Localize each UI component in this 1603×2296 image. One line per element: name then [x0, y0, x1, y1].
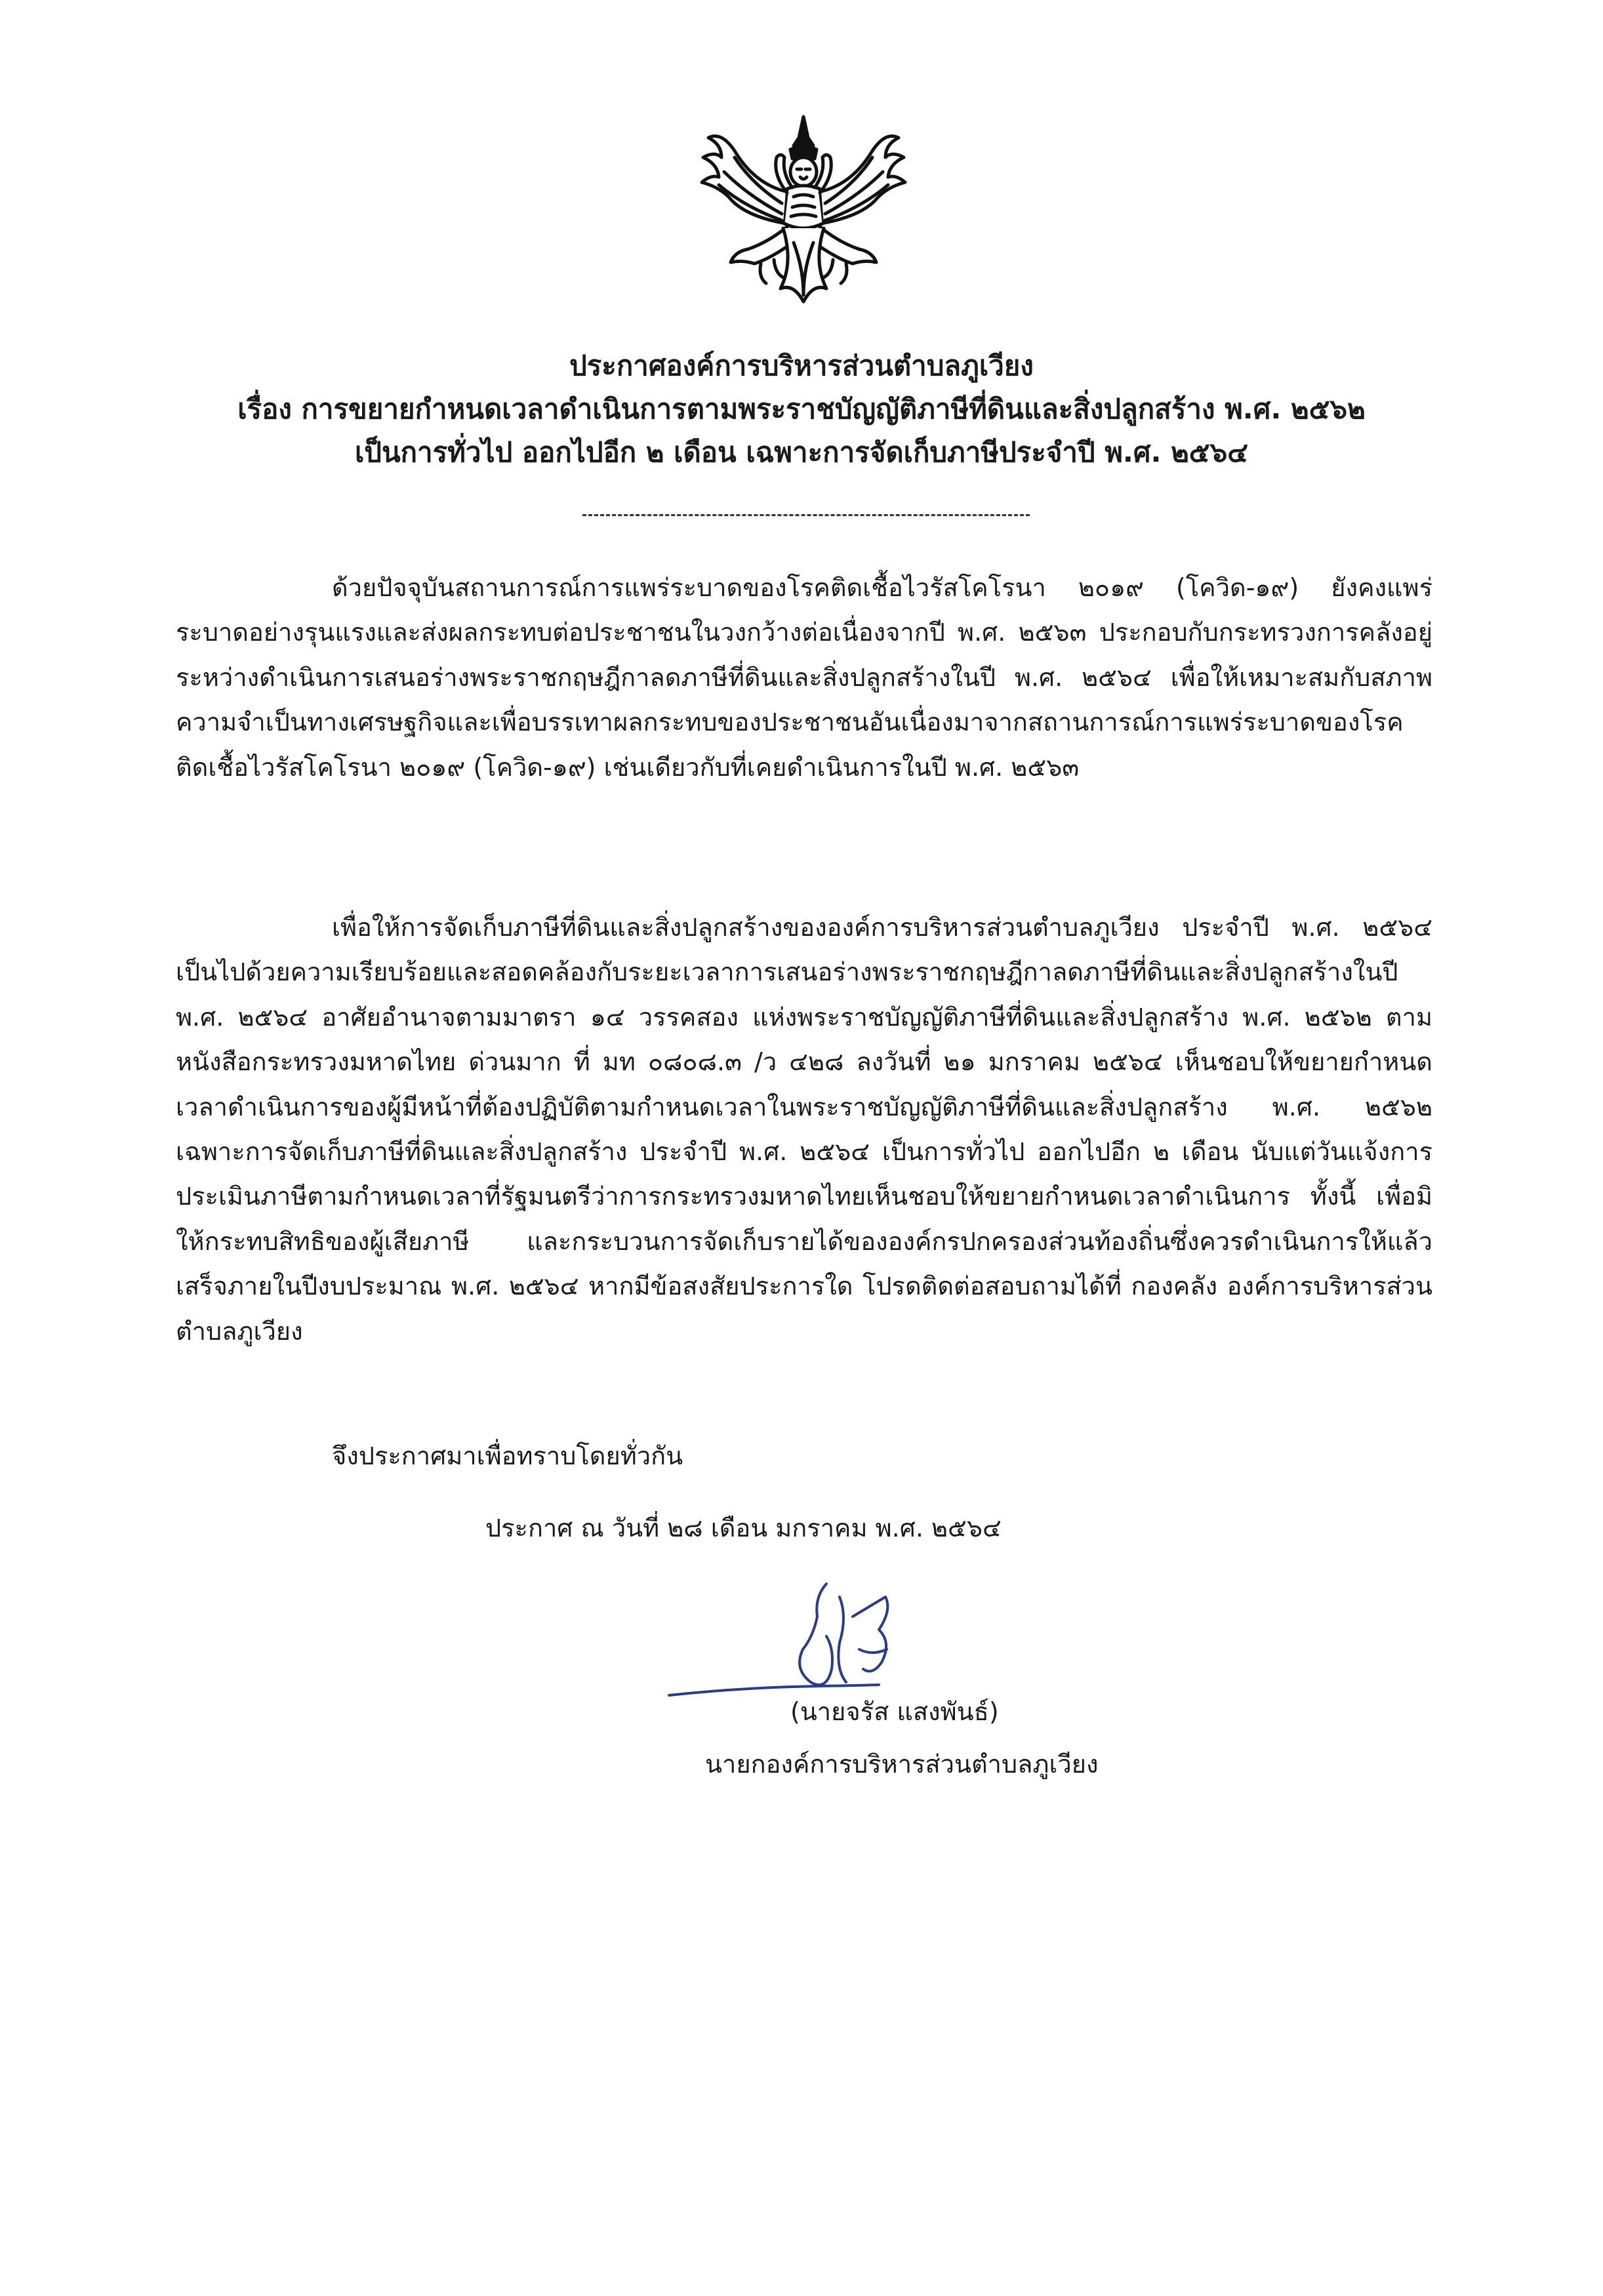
- handwritten-signature-icon: [662, 1571, 938, 1702]
- body-paragraph-1: [176, 565, 1432, 790]
- signer-name: (นายจรัส แสงพันธ์): [790, 1697, 999, 1726]
- signer-position: นายกองค์การบริหารส่วนตำบลภูเวียง: [705, 1750, 1099, 1779]
- announcement-date: ประกาศ ณ วันที่ ๒๘ เดือน มกราคม พ.ศ. ๒๕๖๔: [485, 1514, 1002, 1542]
- title-separator: [582, 514, 1030, 516]
- body-paragraph-2: [176, 905, 1432, 1354]
- garuda-emblem-icon: [695, 111, 912, 321]
- paragraph-text: เพื่อให้การจัดเก็บภาษีที่ดินและสิ่งปลูกสร้างขององค์การบริหารส่วนตำบลภูเวียง ประจำปี พ.ศ. ๒๕๖๔ เป็นไปด้วยความเรียบร้อยและสอดคล้องกับระยะเวลาการเสนอร่างพระราชกฤษฎีกาลดภาษีที่ดินและสิ่งปลูกสร้างในปี พ.ศ. ๒๕๖๔ อาศัยอำนาจตามมาตรา ๑๔ วรรคสอง แห่งพระราชบัญญัติภาษีที่ดินและสิ่งปลูกสร้าง พ.ศ. ๒๕๖๒ ตามหนังสือกระทรวงมหาดไทย ด่วนมาก ที่ มท ๐๘๐๘.๓ /ว ๔๒๘ ลงวันที่ ๒๑ มกราคม ๒๕๖๔ เห็นชอบให้ขยายกำหนดเวลาดำเนินการของผู้มีหน้าที่ต้องปฏิบัติตามกำหนดเวลาในพระราชบัญญัติภาษีที่ดินและสิ่งปลูกสร้าง พ.ศ. ๒๕๖๒ เฉพาะการจัดเก็บภาษีที่ดินและสิ่งปลูกสร้าง ประจำปี พ.ศ. ๒๕๖๔ เป็นการทั่วไป ออกไปอีก ๒ เดือน นับแต่วันแจ้งการประเมินภาษีตามกำหนดเวลาที่รัฐมนตรีว่าการกระทรวงมหาดไทยเห็นชอบให้ขยายกำหนดเวลาดำเนินการ ทั้งนี้ เพื่อมิให้กระทบสิทธิของผู้เสียภาษี และกระบวนการจัดเก็บรายได้ขององค์กรปกครองส่วนท้องถิ่นซึ่งควรดำเนินการให้แล้วเสร็จภายในปีงบประมาณ พ.ศ. ๒๕๖๔ หากมีข้อสงสัยประการใด โปรดติดต่อสอบถามได้ที่ กองคลัง องค์การบริหารส่วนตำบลภูเวียง: [176, 913, 1432, 1346]
- announcement-subject-cont: เป็นการทั่วไป ออกไปอีก ๒ เดือน เฉพาะการจัดเก็บภาษีประจำปี พ.ศ. ๒๕๖๔: [354, 436, 1249, 468]
- announcement-subject: เรื่อง การขยายกำหนดเวลาดำเนินการตามพระราชบัญญัติภาษีที่ดินและสิ่งปลูกสร้าง พ.ศ. ๒๕๖๒: [237, 393, 1366, 425]
- announcement-title: ประกาศองค์การบริหารส่วนตำบลภูเวียง: [569, 350, 1034, 382]
- announcement-header: [0, 344, 1603, 474]
- closing-statement: จึงประกาศมาเพื่อทราบโดยทั่วกัน: [332, 1441, 683, 1470]
- paragraph-text: ด้วยปัจจุบันสถานการณ์การแพร่ระบาดของโรคติดเชื้อไวรัสโคโรนา ๒๐๑๙ (โควิด-๑๙) ยังคงแพร่ระบาดอย่างรุนแรงและส่งผลกระทบต่อประชาชนในวงกว้างต่อเนื่องจากปี พ.ศ. ๒๕๖๓ ประกอบกับกระทรวงการคลังอยู่ระหว่างดำเนินการเสนอร่างพระราชกฤษฎีกาลดภาษีที่ดินและสิ่งปลูกสร้างในปี พ.ศ. ๒๕๖๔ เพื่อให้เหมาะสมกับสภาพความจำเป็นทางเศรษฐกิจและเพื่อบรรเทาผลกระทบของประชาชนอันเนื่องมาจากสถานการณ์การแพร่ระบาดของโรคติดเชื้อไวรัสโคโรนา ๒๐๑๙ (โควิด-๑๙) เช่นเดียวกับที่เคยดำเนินการในปี พ.ศ. ๒๕๖๓: [176, 573, 1432, 782]
